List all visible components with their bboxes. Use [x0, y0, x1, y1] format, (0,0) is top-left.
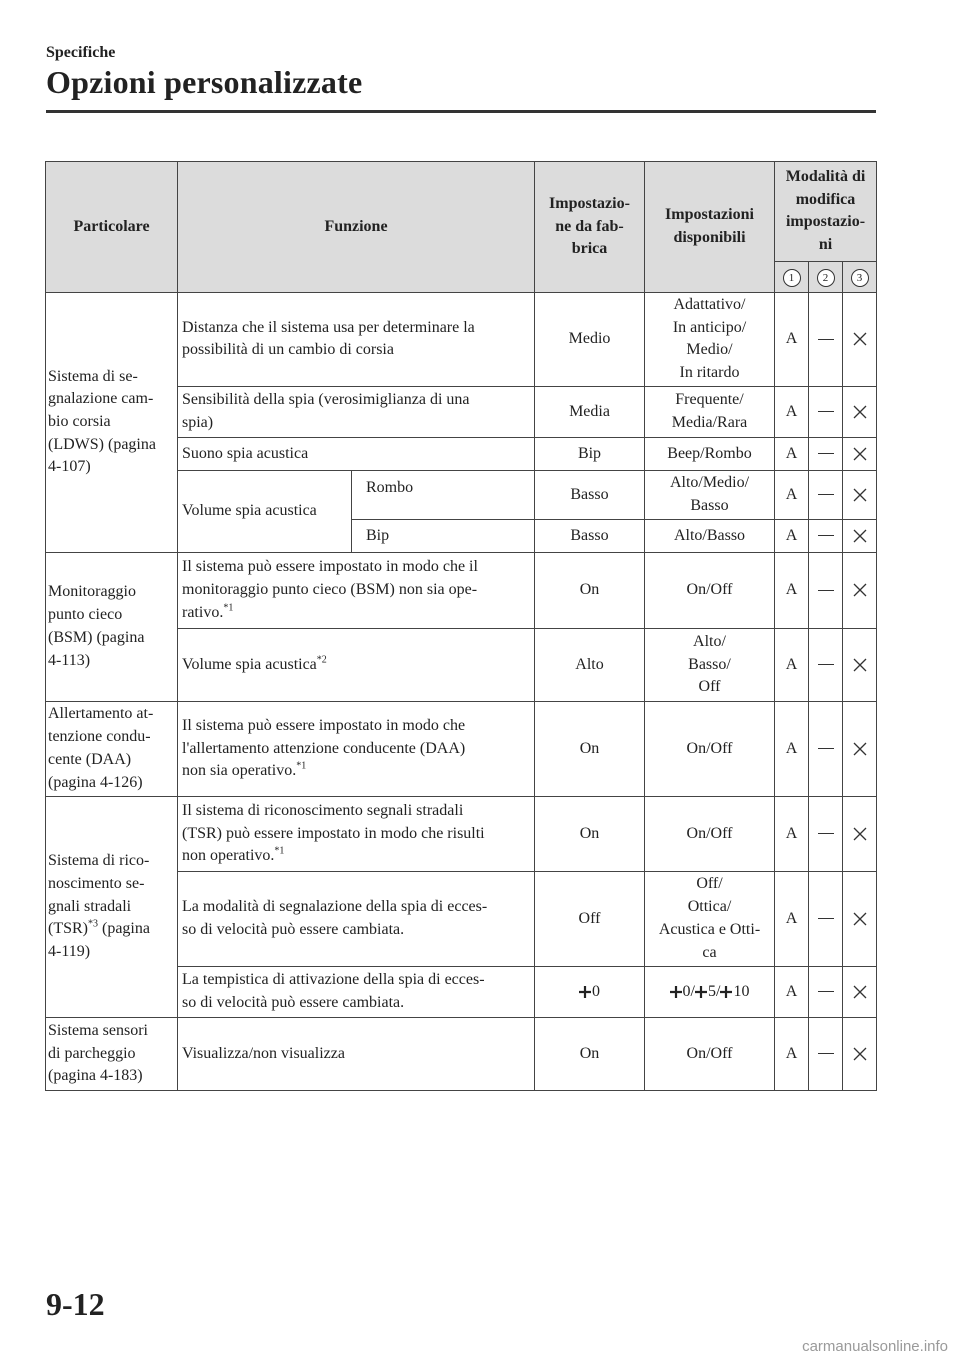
row-mode-3 [843, 437, 877, 470]
x-mark-icon [852, 404, 868, 420]
dash-icon [818, 590, 834, 591]
header-fabbrica: Impostazio- ne da fab- brica [535, 162, 645, 293]
row-mode-1: A [775, 470, 809, 519]
x-mark-icon [852, 528, 868, 544]
row-mode-3 [843, 519, 877, 552]
row-funzione-text: Il sistema di riconoscimento segnali stradali (TSR) può essere impostato in modo che risulti non operativo. [182, 801, 485, 865]
row-particolare-text: Sistema di rico- noscimento se- gnali stradali (TSR) [48, 852, 150, 938]
row-mode-3 [843, 292, 877, 386]
row-mode-2 [809, 292, 843, 386]
row-fabbrica: Basso [535, 519, 645, 552]
header-funzione: Funzione [178, 162, 535, 293]
footnote-ref: *1 [274, 845, 285, 857]
x-mark-icon [852, 1046, 868, 1062]
plus-icon [695, 986, 707, 998]
header-num-1 [775, 261, 809, 292]
row-disponibili: On/Off [645, 701, 775, 796]
dash-icon [818, 833, 834, 834]
row-disponibili-value: 5/ [708, 982, 721, 1000]
dash-icon [818, 664, 834, 665]
row-mode-1: A [775, 628, 809, 701]
row-disponibili: On/Off [645, 1017, 775, 1090]
x-mark-icon [852, 984, 868, 1000]
x-mark-icon [852, 657, 868, 673]
section-label: Specifiche [46, 44, 116, 61]
header-modalita: Modalità di modifica impostazio- ni [775, 162, 877, 262]
row-fabbrica: On [535, 701, 645, 796]
row-mode-3 [843, 871, 877, 966]
row-mode-2 [809, 1017, 843, 1090]
row-fabbrica [535, 966, 645, 1017]
row-funzione: Suono spia acustica [178, 437, 535, 470]
page-number: 9-12 [46, 1286, 105, 1322]
dash-icon [818, 535, 834, 536]
dash-icon [818, 748, 834, 749]
row-disponibili: Alto/ Basso/ Off [645, 628, 775, 701]
row-funzione: Volume spia acustica [178, 470, 352, 552]
row-fabbrica: On [535, 796, 645, 871]
header-num-3 [843, 261, 877, 292]
row-mode-1: A [775, 386, 809, 437]
circled-number-icon: 1 [783, 269, 801, 287]
row-disponibili: On/Off [645, 796, 775, 871]
plus-icon [579, 986, 591, 998]
row-mode-2 [809, 437, 843, 470]
row-disponibili-value: 0/ [682, 982, 695, 1000]
row-mode-2 [809, 552, 843, 628]
row-funzione: La modalità di segnalazione della spia di ecces- so di velocità può essere cambiata. [178, 871, 535, 966]
row-mode-2 [809, 701, 843, 796]
dash-icon [818, 1053, 834, 1054]
dash-icon [818, 494, 834, 495]
table-row [46, 292, 877, 386]
row-particolare-ldws: Sistema di se- gnalazione cam- bio corsia (LDWS) (pagina 4-107) [46, 292, 178, 552]
row-disponibili: Alto/Medio/ Basso [645, 470, 775, 519]
table-row [46, 552, 877, 628]
footnote-ref: *3 [88, 918, 98, 930]
row-funzione-text: Volume spia acustica [182, 655, 317, 673]
row-funzione-text: Il sistema può essere impostato in modo che l'allertamento attenzione conducente (DAA) non sia operativo. [182, 716, 466, 780]
row-fabbrica: Off [535, 871, 645, 966]
table-row [46, 701, 877, 796]
row-fabbrica: Basso [535, 470, 645, 519]
row-particolare-text: (pagina 4-119) [48, 920, 150, 960]
footnote-ref: *2 [316, 654, 327, 666]
row-fabbrica: Media [535, 386, 645, 437]
row-fabbrica: Alto [535, 628, 645, 701]
dash-icon [818, 453, 834, 454]
row-disponibili: Beep/Rombo [645, 437, 775, 470]
dash-icon [818, 991, 834, 992]
header-num-2 [809, 261, 843, 292]
row-mode-1: A [775, 437, 809, 470]
row-mode-2 [809, 796, 843, 871]
row-mode-1: A [775, 1017, 809, 1090]
x-mark-icon [852, 446, 868, 462]
row-mode-1: A [775, 871, 809, 966]
table-row [46, 1017, 877, 1090]
x-mark-icon [852, 911, 868, 927]
row-funzione-text: Il sistema può essere impostato in modo che il monitoraggio punto cieco (BSM) non sia ope- rativo. [182, 558, 478, 621]
row-mode-1: A [775, 701, 809, 796]
row-mode-3 [843, 470, 877, 519]
row-mode-2 [809, 966, 843, 1017]
dash-icon [818, 411, 834, 412]
row-mode-3 [843, 628, 877, 701]
plus-icon [670, 986, 682, 998]
row-disponibili [645, 966, 775, 1017]
plus-icon [720, 986, 732, 998]
row-mode-2 [809, 470, 843, 519]
row-mode-2 [809, 386, 843, 437]
x-mark-icon [852, 741, 868, 757]
row-mode-2 [809, 628, 843, 701]
row-mode-3 [843, 1017, 877, 1090]
dash-icon [818, 339, 834, 340]
table-header-row [46, 162, 877, 262]
custom-options-table [45, 161, 877, 1091]
row-disponibili: Adattativo/ In anticipo/ Medio/ In ritardo [645, 292, 775, 386]
x-mark-icon [852, 487, 868, 503]
header-disponibili: Impostazioni disponibili [645, 162, 775, 293]
row-disponibili: On/Off [645, 552, 775, 628]
circled-number-icon: 3 [851, 269, 869, 287]
row-funzione: Sensibilità della spia (verosimiglianza di una spia) [178, 386, 535, 437]
row-funzione: Visualizza/non visualizza [178, 1017, 535, 1090]
x-mark-icon [852, 826, 868, 842]
row-mode-1: A [775, 552, 809, 628]
row-mode-3 [843, 552, 877, 628]
row-subfunzione: Bip [352, 519, 535, 552]
row-mode-3 [843, 796, 877, 871]
header-particolare: Particolare [46, 162, 178, 293]
row-fabbrica: On [535, 1017, 645, 1090]
row-particolare-tsr [46, 796, 178, 1017]
row-mode-3 [843, 701, 877, 796]
row-mode-1: A [775, 966, 809, 1017]
row-fabbrica-value: 0 [592, 982, 600, 1000]
table-row [46, 796, 877, 871]
row-mode-1: A [775, 796, 809, 871]
row-mode-3 [843, 966, 877, 1017]
row-mode-1: A [775, 519, 809, 552]
row-funzione [178, 796, 535, 871]
row-fabbrica: Bip [535, 437, 645, 470]
row-disponibili: Off/ Ottica/ Acustica e Otti- ca [645, 871, 775, 966]
row-subfunzione: Rombo [352, 470, 535, 519]
row-funzione [178, 628, 535, 701]
x-mark-icon [852, 582, 868, 598]
row-disponibili: Frequente/ Media/Rara [645, 386, 775, 437]
row-fabbrica: Medio [535, 292, 645, 386]
row-funzione [178, 552, 535, 628]
row-disponibili: Alto/Basso [645, 519, 775, 552]
row-particolare-daa: Allertamento at- tenzione condu- cente (DAA) (pagina 4-126) [46, 701, 178, 796]
circled-number-icon: 2 [817, 269, 835, 287]
footnote-ref: *1 [223, 602, 234, 614]
row-fabbrica: On [535, 552, 645, 628]
row-particolare-bsm: Monitoraggio punto cieco (BSM) (pagina 4-113) [46, 552, 178, 701]
title-rule [46, 110, 876, 113]
row-particolare-parcheggio: Sistema sensori di parcheggio (pagina 4-183) [46, 1017, 178, 1090]
dash-icon [818, 918, 834, 919]
row-funzione: Distanza che il sistema usa per determinare la possibilità di un cambio di corsia [178, 292, 535, 386]
row-mode-2 [809, 871, 843, 966]
row-funzione [178, 701, 535, 796]
row-mode-3 [843, 386, 877, 437]
row-mode-2 [809, 519, 843, 552]
footnote-ref: *1 [296, 760, 307, 772]
row-mode-1: A [775, 292, 809, 386]
x-mark-icon [852, 331, 868, 347]
row-disponibili-value: 10 [733, 982, 750, 1000]
page-title: Opzioni personalizzate [46, 64, 363, 100]
watermark: carmanualsonline.info [802, 1338, 948, 1355]
row-funzione: La tempistica di attivazione della spia di ecces- so di velocità può essere cambiata. [178, 966, 535, 1017]
